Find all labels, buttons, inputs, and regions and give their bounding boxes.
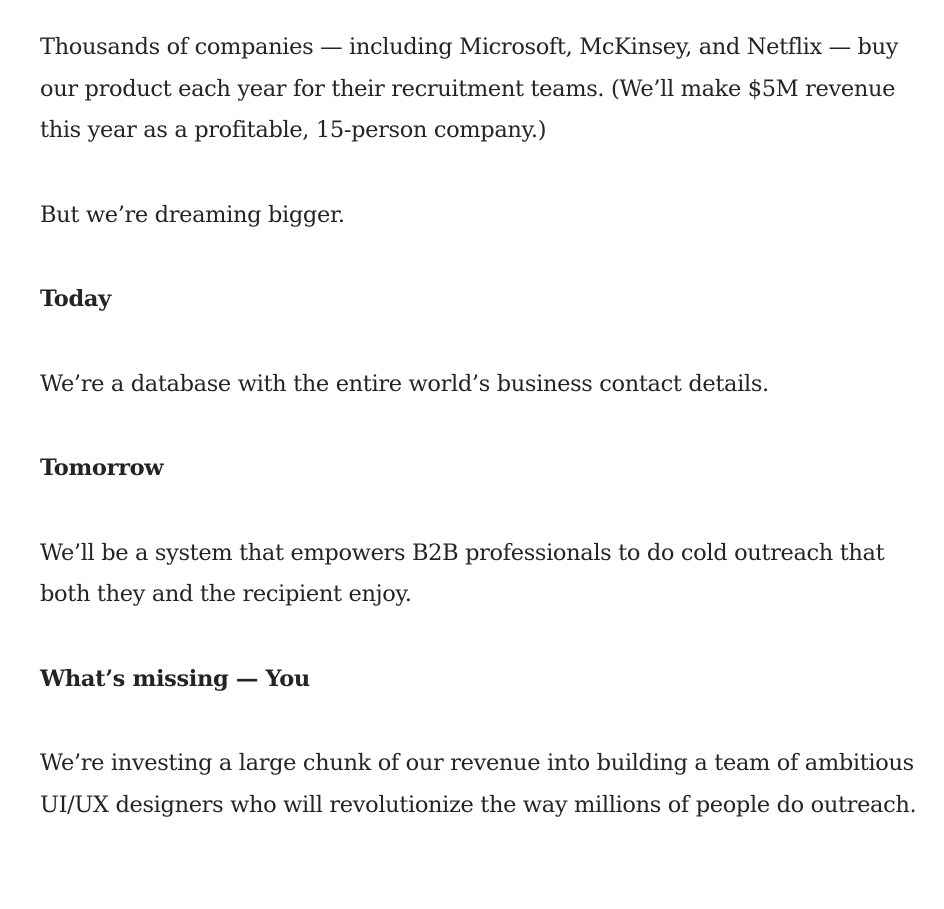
tomorrow-heading: Tomorrow bbox=[40, 455, 164, 481]
missing-heading: What’s missing — You bbox=[40, 665, 310, 692]
missing-paragraph: We’re investing a large chunk of our revenue into building a team of ambitious UI/UX designers who will revolutionize the way millions of people do outreach. bbox=[40, 750, 917, 818]
today-heading: Today bbox=[40, 286, 111, 312]
article-body bbox=[40, 27, 920, 869]
today-paragraph: We’re a database with the entire world’s business contact details. bbox=[40, 370, 769, 397]
intro-paragraph: Thousands of companies — including Microsoft, McKinsey, and Netflix — buy our product each year for their recruitment teams. (We’ll make $5M revenue this year as a profitable, 15-person company.) bbox=[40, 34, 899, 143]
tomorrow-paragraph: We’ll be a system that empowers B2B professionals to do cold outreach that both they and the recipient enjoy. bbox=[40, 539, 885, 607]
dreaming-paragraph: But we’re dreaming bigger. bbox=[40, 201, 345, 228]
